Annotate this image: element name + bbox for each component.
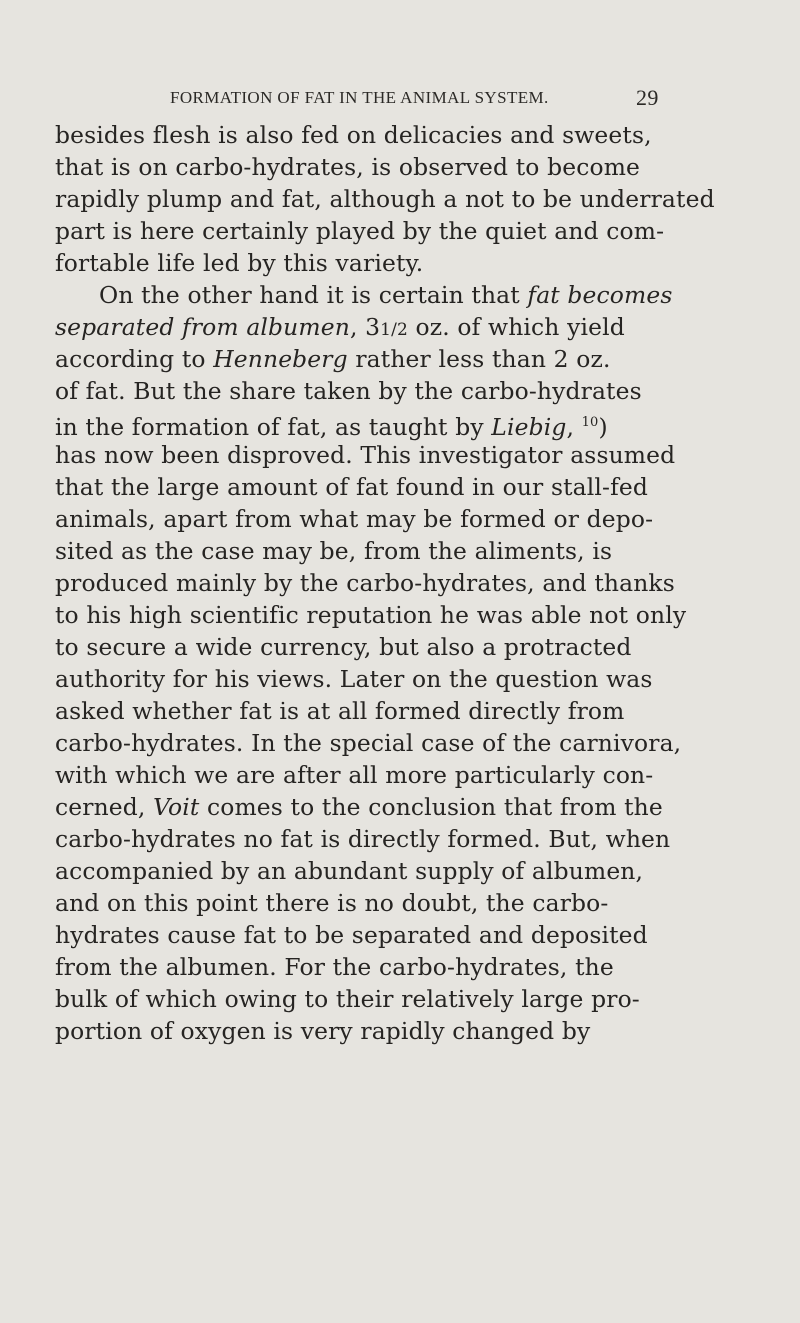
text-line: accompanied by an abundant supply of albumen,	[55, 857, 644, 885]
text-run: ,	[566, 413, 582, 441]
text-line: to secure a wide currency, but also a protracted	[55, 633, 632, 661]
text-line	[99, 279, 800, 311]
text-line: sited as the case may be, from the aliments, is	[55, 537, 613, 565]
text-line: produced mainly by the carbo-hydrates, and thanks	[55, 569, 675, 597]
text-line: fortable life led by this variety.	[55, 249, 424, 277]
text-line: has now been disproved. This investigator assumed	[55, 441, 676, 469]
text-line: rapidly plump and fat, although a not to be underrated	[55, 185, 715, 213]
text-line: animals, apart from what may be formed or depo-	[55, 505, 654, 533]
text-line: with which we are after all more particularly con-	[55, 761, 654, 789]
text-run: in the formation of fat, as taught by	[55, 413, 492, 441]
text-line: carbo-hydrates no fat is directly formed. But, when	[55, 825, 671, 853]
text-run: comes to the conclusion that from the	[199, 793, 663, 821]
text-run: cerned,	[55, 793, 154, 821]
text-line: part is here certainly played by the quiet and com-	[55, 217, 665, 245]
italic-phrase: fat becomes	[527, 281, 673, 309]
text-run: , 3	[349, 313, 381, 341]
text-line	[55, 311, 795, 346]
text-line: carbo-hydrates. In the special case of the carnivora,	[55, 729, 682, 757]
text-run: oz. of which yield	[407, 313, 625, 341]
text-line	[55, 343, 795, 375]
text-line: of fat. But the share taken by the carbo-hydrates	[55, 377, 642, 405]
text-line: portion of oxygen is very rapidly changed by	[55, 1017, 591, 1045]
text-line: and on this point there is no doubt, the carbo-	[55, 889, 609, 917]
italic-phrase: separated from albumen	[55, 313, 350, 341]
footnote-ref: 10	[581, 415, 599, 430]
text-run: On the other hand it is certain that	[99, 281, 528, 309]
header-title: FORMATION OF FAT IN THE ANIMAL SYSTEM.	[170, 88, 549, 107]
text-line	[55, 791, 795, 823]
text-line: that the large amount of fat found in our stall-fed	[55, 473, 648, 501]
text-line	[55, 407, 795, 443]
text-run: )	[598, 413, 608, 441]
text-line: authority for his views. Later on the question was	[55, 665, 653, 693]
author-name: Henneberg	[213, 345, 348, 373]
text-line: besides flesh is also fed on delicacies and sweets,	[55, 121, 652, 149]
text-line: to his high scientific reputation he was able not only	[55, 601, 687, 629]
text-line: asked whether fat is at all formed directly from	[55, 697, 625, 725]
text-line: bulk of which owing to their relatively large pro-	[55, 985, 640, 1013]
text-run: rather less than 2 oz.	[347, 345, 611, 373]
text-line: that is on carbo-hydrates, is observed to become	[55, 153, 641, 181]
text-line: from the albumen. For the carbo-hydrates, the	[55, 953, 614, 981]
author-name: Liebig	[491, 413, 567, 441]
author-name: Voit	[153, 793, 200, 821]
page-number: 29	[636, 85, 659, 110]
text-line: hydrates cause fat to be separated and deposited	[55, 921, 648, 949]
fraction: 1/2	[380, 320, 408, 340]
running-header	[170, 85, 790, 112]
text-run: according to	[55, 345, 214, 373]
